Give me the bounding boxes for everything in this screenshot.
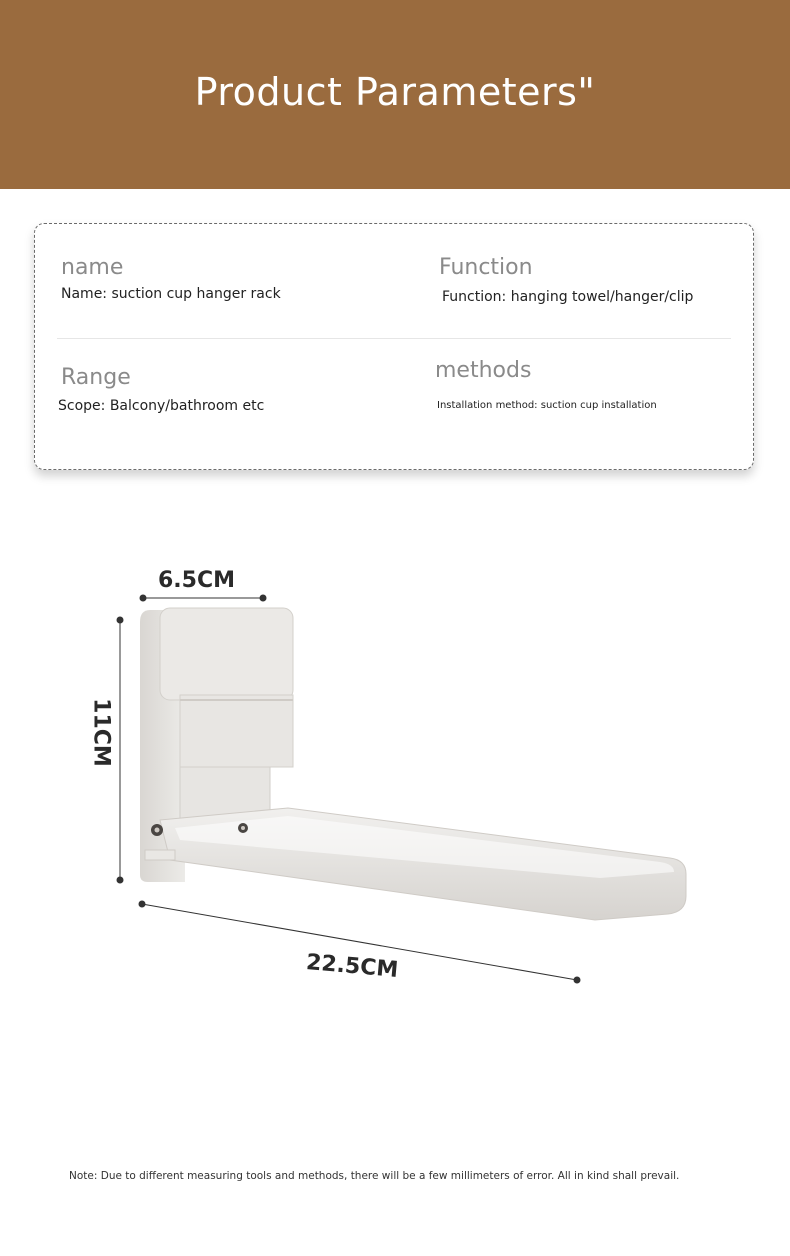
top-block (160, 608, 293, 700)
footnote: Note: Due to different measuring tools and methods, there will be a few millimeters of error. All in kind shall prevail. (69, 1170, 680, 1182)
height-dimension-line (117, 617, 124, 884)
methods-value: Installation method: suction cup installation (437, 400, 657, 411)
range-heading: Range (61, 365, 131, 390)
methods-heading: methods (435, 358, 532, 383)
width-dimension-line (140, 595, 267, 602)
middle-block (180, 695, 293, 767)
card-divider (57, 338, 731, 339)
parameters-card (34, 223, 754, 470)
name-heading: name (61, 255, 124, 280)
product-illustration (0, 540, 790, 1020)
name-value: Name: suction cup hanger rack (61, 286, 281, 302)
function-heading: Function (439, 255, 533, 280)
range-value: Scope: Balcony/bathroom etc (58, 398, 265, 414)
function-value: Function: hanging towel/hanger/clip (442, 289, 694, 305)
page-title: Product Parameters" (194, 70, 596, 114)
product-dimension-diagram (0, 540, 790, 1020)
header-banner (0, 0, 790, 189)
width-label: 6.5CM (158, 568, 236, 593)
height-label: 11CM (88, 698, 114, 767)
length-label: 22.5CM (305, 950, 400, 983)
